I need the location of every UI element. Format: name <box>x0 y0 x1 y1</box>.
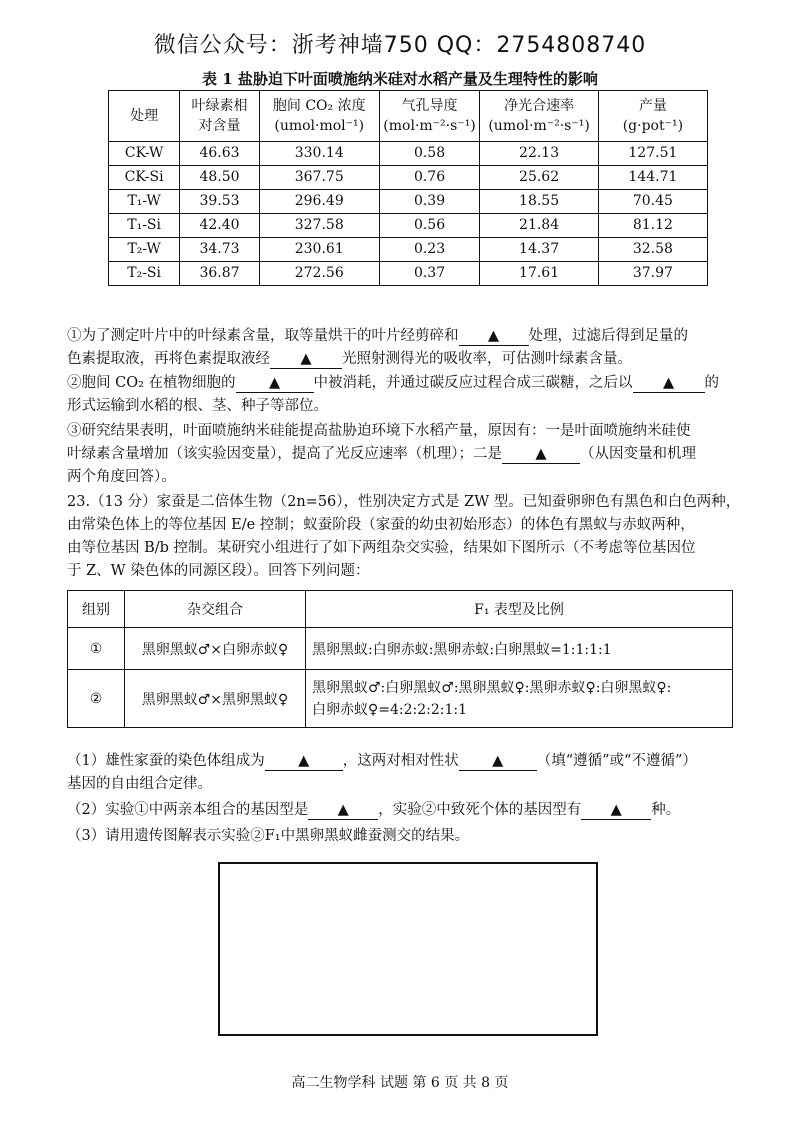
q23-subq2: （2）实验①中两亲本组合的基因型是 ▲ ，实验②中致死个体的基因型有 ▲ 种。 <box>67 802 681 818</box>
value-cell: 17.61 <box>480 262 598 286</box>
answer-blank: ▲ <box>308 801 378 820</box>
t1-header-cell: 胞间 CO₂ 浓度 (umol·mol⁻¹) <box>259 91 379 142</box>
value-cell: 230.61 <box>259 238 379 262</box>
treatment-cell: CK-Si <box>109 166 180 190</box>
table1-caption: 表 1 盐胁迫下叶面喷施纳米硅对水稻产量及生理特性的影响 <box>202 70 598 88</box>
q22-part3: ③研究结果表明，叶面喷施纳米硅能提高盐胁迫环境下水稻产量，原因有：一是叶面喷施纳米硅使 叶绿素含量增加（该实验因变量），提高了光反应速率（机理）；二是 ▲ （从因变量和机理 两个角度回答）。 <box>67 423 696 485</box>
page-footer: 高二生物学科 试题 第 6 页 共 8 页 <box>291 1075 509 1091</box>
treatment-cell: CK-W <box>109 142 180 166</box>
cross-combination: 黑卵黑蚁♂×白卵赤蚁♀ <box>125 628 306 670</box>
table-row <box>109 262 708 286</box>
value-cell: 0.39 <box>379 190 480 214</box>
value-cell: 70.45 <box>598 190 707 214</box>
answer-blank: ▲ <box>270 350 342 369</box>
table-row <box>109 190 708 214</box>
value-cell: 21.84 <box>480 214 598 238</box>
value-cell: 42.40 <box>180 214 260 238</box>
cross-combination: 黑卵黑蚁♂×黑卵黑蚁♀ <box>125 670 306 728</box>
cross-group: ② <box>68 670 125 728</box>
table-row <box>68 670 733 728</box>
table-row <box>109 214 708 238</box>
table1 <box>108 90 708 286</box>
cross-group: ① <box>68 628 125 670</box>
q22-part2: ②胞间 CO₂ 在植物细胞的 ▲ 中被消耗，并通过碳反应过程合成三碳糖，之后以 ▲ 的 形式运输到水稻的根、茎、种子等部位。 <box>67 375 720 414</box>
value-cell: 81.12 <box>598 214 707 238</box>
cross-table <box>67 590 733 728</box>
t2-header-cell: 组别 <box>68 591 125 628</box>
value-cell: 22.13 <box>480 142 598 166</box>
value-cell: 0.37 <box>379 262 480 286</box>
table-row <box>109 142 708 166</box>
value-cell: 144.71 <box>598 166 707 190</box>
answer-blank: ▲ <box>459 752 537 771</box>
t1-header-cell: 产量 (g·pot⁻¹) <box>598 91 707 142</box>
value-cell: 18.55 <box>480 190 598 214</box>
cross-result: 黑卵黑蚁♂:白卵黑蚁♂:黑卵黑蚁♀:黑卵赤蚁♀:白卵黑蚁♀: 白卵赤蚁♀=4:2:2:2:1:1 <box>306 670 733 728</box>
answer-blank: ▲ <box>633 374 705 393</box>
value-cell: 39.53 <box>180 190 260 214</box>
value-cell: 0.58 <box>379 142 480 166</box>
value-cell: 0.56 <box>379 214 480 238</box>
q22-part1: ①为了测定叶片中的叶绿素含量，取等量烘干的叶片经剪碎和 ▲ 处理，过滤后得到足量的 色素提取液，再将色素提取液经 ▲ 光照射测得光的吸收率，可估测叶绿素含量。 <box>67 328 688 367</box>
value-cell: 37.97 <box>598 262 707 286</box>
treatment-cell: T₂-Si <box>109 262 180 286</box>
treatment-cell: T₂-W <box>109 238 180 262</box>
t2-header-cell: F₁ 表型及比例 <box>306 591 733 628</box>
value-cell: 32.58 <box>598 238 707 262</box>
answer-blank: ▲ <box>502 445 580 464</box>
value-cell: 327.58 <box>259 214 379 238</box>
value-cell: 0.76 <box>379 166 480 190</box>
answer-blank: ▲ <box>581 801 651 820</box>
table-row <box>109 166 708 190</box>
value-cell: 330.14 <box>259 142 379 166</box>
treatment-cell: T₁-W <box>109 190 180 214</box>
answer-blank: ▲ <box>236 374 314 393</box>
value-cell: 272.56 <box>259 262 379 286</box>
q23-subq3: （3）请用遗传图解表示实验②F₁中黑卵黑蚁雌蚕测交的结果。 <box>67 828 470 844</box>
t1-header-cell: 叶绿素相 对含量 <box>180 91 260 142</box>
value-cell: 46.63 <box>180 142 260 166</box>
t1-header-cell: 净光合速率 (umol·m⁻²·s⁻¹) <box>480 91 598 142</box>
table-row <box>109 238 708 262</box>
answer-box[interactable] <box>218 862 598 1036</box>
value-cell: 127.51 <box>598 142 707 166</box>
answer-blank: ▲ <box>265 752 343 771</box>
value-cell: 34.73 <box>180 238 260 262</box>
treatment-cell: T₁-Si <box>109 214 180 238</box>
page-header: 微信公众号：浙考神墙750 QQ：2754808740 <box>153 33 647 58</box>
answer-blank: ▲ <box>459 327 529 346</box>
t1-header-cell: 气孔导度 (mol·m⁻²·s⁻¹) <box>379 91 480 142</box>
value-cell: 14.37 <box>480 238 598 262</box>
value-cell: 25.62 <box>480 166 598 190</box>
t1-header-cell: 处理 <box>109 91 180 142</box>
t2-header-cell: 杂交组合 <box>125 591 306 628</box>
cross-result: 黑卵黑蚁:白卵赤蚁:黑卵赤蚁:白卵黑蚁=1:1:1:1 <box>306 628 733 670</box>
table-row <box>68 628 733 670</box>
value-cell: 48.50 <box>180 166 260 190</box>
value-cell: 296.49 <box>259 190 379 214</box>
q23-intro: 23.（13 分）家蚕是二倍体生物（2n=56），性别决定方式是 ZW 型。已知蚕卵卵色有黑色和白色两种， 由常染色体上的等位基因 E/e 控制；蚁蚕阶段（家蚕的幼虫初始形态）的体色有黑蚁与赤蚁两种， 由等位基因 B/b 控制。某研究小组进行了如下两组杂交实验，结果如下图所示（不考虑等位基因位 于 Z、W 染色体的同源区段）。回答下列问题： <box>67 494 741 579</box>
q23-subq1: （1）雄性家蚕的染色体组成为 ▲ ，这两对相对性状 ▲ （填“遵循”或“不遵循”） 基因的自由组合定律。 <box>67 753 697 792</box>
value-cell: 367.75 <box>259 166 379 190</box>
value-cell: 36.87 <box>180 262 260 286</box>
value-cell: 0.23 <box>379 238 480 262</box>
